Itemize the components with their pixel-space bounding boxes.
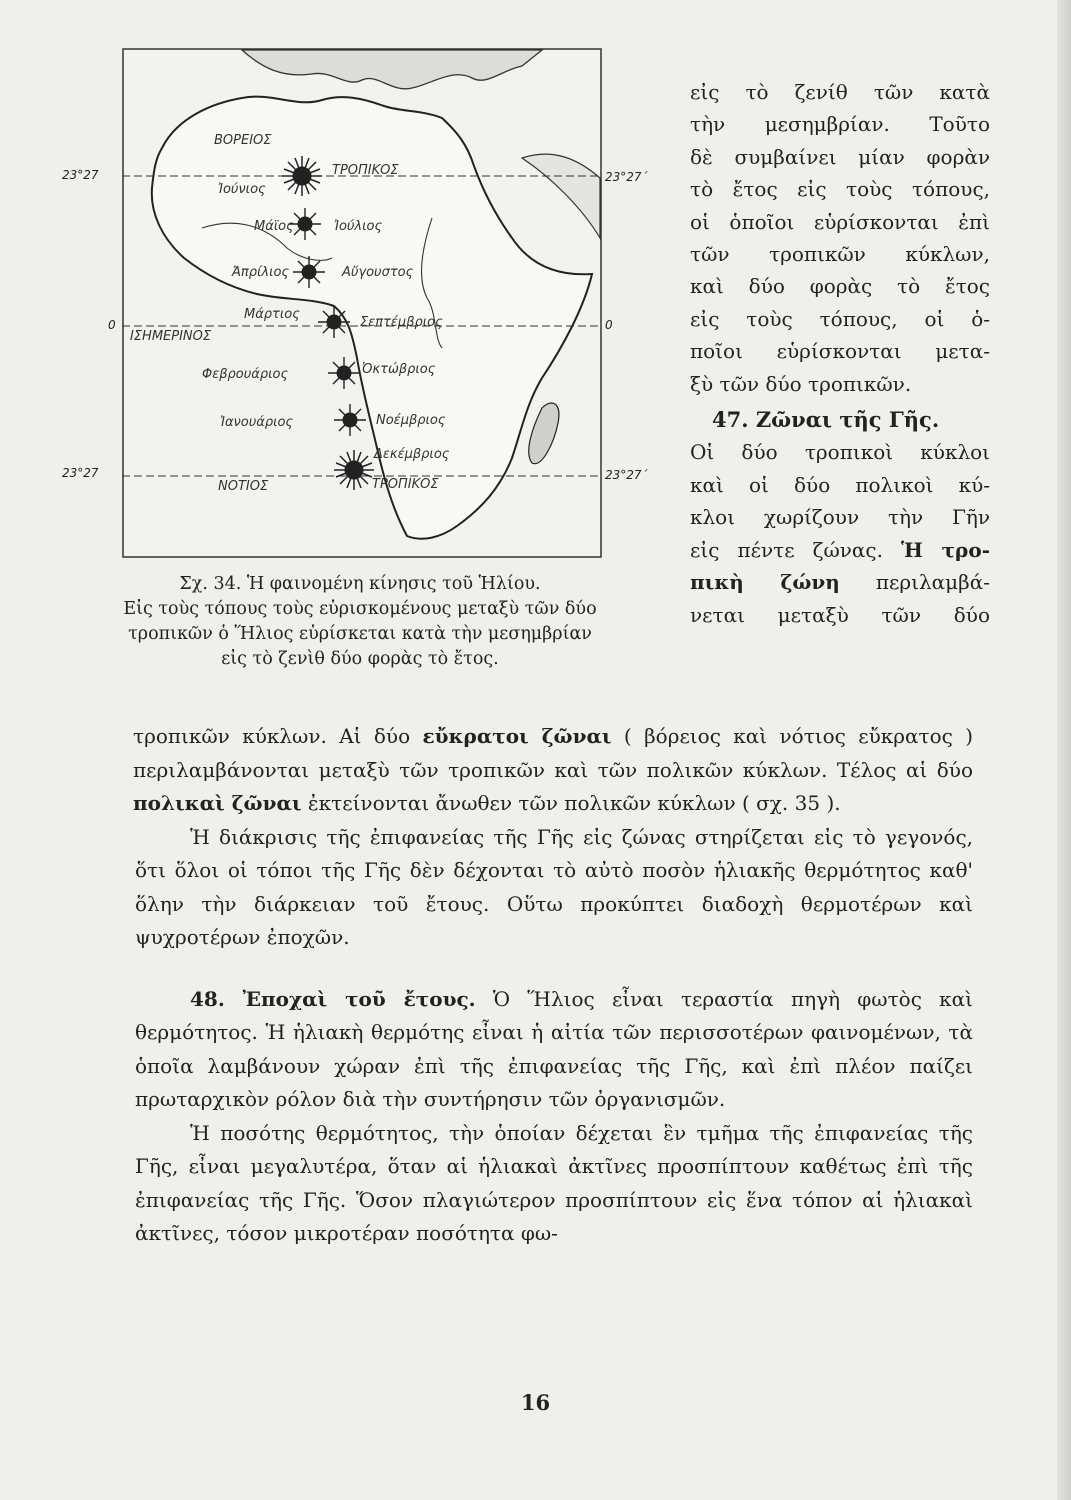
text-line: ξὺ τῶν δύο τροπικῶν. xyxy=(690,371,912,396)
text-span: εἰς πέντε ζώνας. xyxy=(690,537,902,562)
label-tropikos-south: ΤΡΟΠΙΚΟΣ xyxy=(372,477,439,492)
coord-equator-right: 0 xyxy=(605,318,613,332)
month-septemvrios: Σεπτέμβριος xyxy=(360,315,443,330)
text-line: εἰς τὸ ζενίθ τῶν κατὰ xyxy=(690,80,990,104)
text-span: περιλαμβά- xyxy=(839,570,990,595)
coord-south-left: 23°27 xyxy=(62,466,99,480)
right-column-text xyxy=(690,76,990,631)
text-line xyxy=(690,566,990,598)
section-heading-48: 48. Ἐποχαὶ τοῦ ἔτους. xyxy=(190,986,476,1011)
label-isimerinos: ΙΣΗΜΕΡΙΝΟΣ xyxy=(130,329,212,344)
body-text xyxy=(135,720,973,1251)
paragraph xyxy=(133,720,973,821)
text-span: ( βόρειος καὶ νότιος εὔκρατος ) περιλαμβάνονται μεταξὺ τῶν τροπικῶν καὶ τῶν πολικῶν κύκλων. Τέλος αἱ δύο xyxy=(133,724,973,782)
africa-sun-map-figure xyxy=(122,48,602,558)
text-line: δὲ συμβαίνει μίαν φορὰν xyxy=(690,144,990,169)
text-line: οἱ ὁποῖοι εὑρίσκονται ἐπὶ xyxy=(690,209,990,234)
page-number: 16 xyxy=(520,1390,551,1415)
month-iounios: Ἰούνιος xyxy=(218,182,266,197)
month-aprilios: Ἀπρίλιος xyxy=(232,265,290,280)
month-augoustos: Αὔγουστος xyxy=(342,265,414,280)
coord-south-right: 23°27΄ xyxy=(605,468,648,482)
paragraph: Ἡ ποσότης θερμότητος, τὴν ὁποίαν δέχεται ἓν τμῆμα τῆς ἐπιφανείας τῆς Γῆς, εἶναι μεγαλυτέρα, ὅταν αἱ ἡλιακαὶ ἀκτῖνες προσπίπτουν καθέτως ἐπὶ τῆς ἐπιφανείας τῆς Γῆς. Ὅσον πλαγιώτερον προσπίπτουν εἰς ἕνα τόπον αἱ ἡλιακαὶ ἀκτῖνες, τόσον μικροτέραν ποσότητα φω- xyxy=(135,1120,973,1245)
paragraph: Ἡ διάκρισις τῆς ἐπιφανείας τῆς Γῆς εἰς ζώνας στηρίζεται εἰς τὸ γεγονός, ὅτι ὅλοι οἱ τόποι τῆς Γῆς δὲν δέχονται τὸ αὐτὸ ποσὸν ἡλιακῆς θερμότητος καθ' ὅλην τὴν διάρκειαν τοῦ ἔτους. Οὕτω προκύπτει διαδοχὴ θερμοτέρων καὶ ψυχροτέρων ἐποχῶν. xyxy=(135,824,973,949)
bold-term: πολικαὶ ζῶναι xyxy=(133,791,302,815)
caption-line: εἰς τὸ ζενὶθ δύο φορὰς τὸ ἔτος. xyxy=(221,649,499,669)
text-line: εἰς τοὺς τόπους, οἱ ὁ- xyxy=(690,306,990,331)
bold-term: Ἡ τρο- xyxy=(901,537,990,562)
caption-line: Εἰς τοὺς τόπους τοὺς εὑρισκομένους μεταξὺ τῶν δύο xyxy=(123,599,597,619)
caption-line: τροπικῶν ὁ Ἥλιος εὑρίσκεται κατὰ τὴν μεσημβρίαν xyxy=(128,624,592,644)
text-line: Οἱ δύο τροπικοὶ κύκλοι xyxy=(690,440,990,465)
month-maios: Μάϊος xyxy=(254,219,294,234)
text-span: τροπικῶν κύκλων. Αἱ δύο xyxy=(133,724,423,748)
text-span: ἐκτείνονται ἄνωθεν τῶν πολικῶν κύκλων ( σχ. 35 ). xyxy=(301,791,841,815)
text-line xyxy=(690,534,990,566)
bold-term: πικὴ ζώνη xyxy=(690,570,840,595)
coord-north-right: 23°27΄ xyxy=(605,170,648,184)
month-ianouarios: Ἰανουάριος xyxy=(220,415,294,430)
sun-icon xyxy=(282,156,322,196)
bold-term: εὔκρατοι ζῶναι xyxy=(422,724,612,748)
text-line: καὶ οἱ δύο πολικοὶ κύ- xyxy=(690,472,990,497)
month-martios: Μάρτιος xyxy=(244,307,300,322)
figure-caption xyxy=(40,572,680,672)
label-tropikos-north: ΤΡΟΠΙΚΟΣ xyxy=(332,163,399,178)
text-line: τὸ ἔτος εἰς τοὺς τόπους, xyxy=(690,177,990,202)
text-line: τῶν τροπικῶν κύκλων, xyxy=(690,242,990,267)
text-line: κλοι χωρίζουν τὴν Γῆν xyxy=(690,505,990,530)
month-dekemvrios: Δεκέμβριος xyxy=(374,447,450,462)
coord-equator-left: 0 xyxy=(108,318,116,332)
text-line: τὴν μεσημβρίαν. Τοῦτο xyxy=(690,112,990,137)
label-boreios: ΒΟΡΕΙΟΣ xyxy=(214,133,272,148)
section-heading-47: 47. Ζῶναι τῆς Γῆς. xyxy=(712,407,940,433)
page-edge xyxy=(1057,0,1071,1500)
text-span: Ὁ Ἥλιος εἶναι τεραστία πηγὴ φωτὸς καὶ θερμότητος. Ἡ ἡλιακὴ θερμότης εἶναι ἡ αἰτία τῶν περισσοτέρων φαινομένων, τὰ ὁποῖα λαμβάνουν χώραν ἐπὶ τῆς ἐπιφανείας τῆς Γῆς, καὶ ἐπὶ πλέον παίζει πρωταρχικὸν ρόλον διὰ τὴν συντήρησιν τῶν ὀργανισμῶν. xyxy=(135,986,973,1111)
africa-map xyxy=(122,48,602,558)
spacer xyxy=(135,955,973,983)
month-ioulios: Ἰούλιος xyxy=(334,219,383,234)
month-noemvrios: Νοέμβριος xyxy=(376,413,446,428)
label-notios: ΝΟΤΙΟΣ xyxy=(218,479,269,494)
coord-north-left: 23°27 xyxy=(62,168,99,182)
text-line: νεται μεταξὺ τῶν δύο xyxy=(690,602,990,627)
month-oktovrios: Ὀκτώβριος xyxy=(362,362,436,377)
sun-icon xyxy=(334,450,374,490)
month-fevrouarios: Φεβρουάριος xyxy=(202,367,289,382)
caption-line: Σχ. 34. Ἡ φαινομένη κίνησις τοῦ Ἡλίου. xyxy=(179,574,541,594)
text-line: ποῖοι εὑρίσκονται μετα- xyxy=(690,339,990,364)
text-line: καὶ δύο φορὰς τὸ ἔτος xyxy=(690,274,990,299)
paragraph xyxy=(135,983,973,1117)
